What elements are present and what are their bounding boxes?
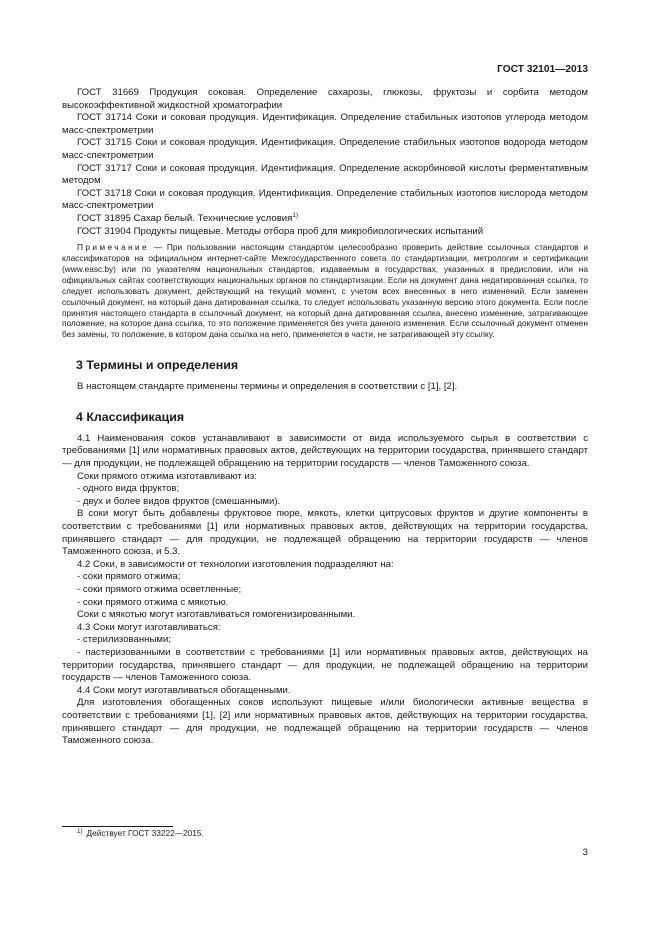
paragraph: Соки прямого отжима изготавливают из: (77, 470, 257, 482)
footnote-number: 1) (77, 828, 83, 835)
reference-item: ГОСТ 31718 Соки и соковая продукция. Идентификация. Определение стабильных изотопов кислорода методом масс-спектрометрии (62, 187, 588, 212)
page-number: 3 (582, 847, 588, 858)
note-text: — При пользовании настоящим стандартом целесообразно проверить действие ссылочных стандартов и классификаторов на официальном интернет-сайте Межгосударственного совета по стандартизации, метрологии и сертификации (www.easc.by) или по указателям национальных стандартов, издаваемым в государствах, указанных в предисловии, или на официальных сайтах соответствующих национальных органов по стандартизации. Если на документ дана недатированная ссылка, то следует использовать документ, действующий на текущий момент, с учетом всех внесенных в него изменений. Если заменен ссылочный документ, на который дана датированная ссылка, то следует использовать указанную версию этого документа. Если после принятия настоящего стандарта в ссылочный документ, на который дана датированная ссылка, внесено изменение, затрагивающее положение, на которое дана ссылка, то это положение применяется без учета данного изменения. Если ссылочный документ отменен без замены, то положение, в котором дана ссылка на него, применяется в части, не затрагивающей эту ссылку. (62, 242, 588, 340)
section-4-title: 4 Классификация (76, 409, 185, 424)
list-item: - пастеризованными в соответствии с требованиями [1] или нормативных правовых актов, действующих на территории государства, принявшего стандарт — для продукции, не подлежащей обращению на территории государств — членов Таможенного союза. (62, 646, 588, 684)
list-item: - соки прямого отжима осветленные; (77, 584, 242, 595)
section-3-text: В настоящем стандарте применены термины и определения в соответствии с [1], [2]. (77, 381, 458, 393)
list-item: - соки прямого отжима; (77, 571, 181, 583)
reference-text: ГОСТ 31895 Сахар белый. Технические условия (77, 212, 293, 224)
paragraph: 4.2 Соки, в зависимости от технологии изготовления подразделяют на: (77, 558, 394, 570)
reference-item (62, 213, 588, 226)
list-item: - двух и более видов фруктов (смешанными). (77, 495, 281, 507)
note-label: Примечание (77, 242, 150, 253)
footnote (77, 828, 204, 838)
list-item: - стерилизованными; (77, 634, 171, 646)
paragraph: Соки с мякотью могут изготавливаться гомогенизированными. (77, 609, 356, 621)
document-header: ГОСТ 32101—2013 (497, 64, 588, 75)
note-paragraph (62, 242, 588, 340)
list-item: - соки прямого отжима с мякотью. (77, 596, 229, 608)
reference-item: ГОСТ 31669 Продукция соковая. Определение сахарозы, глюкозы, фруктозы и сорбита методом высокоэффективной жидкостной хроматографии (62, 87, 588, 111)
paragraph: 4.1 Наименования соков устанавливают в зависимости от вида используемого сырья в соответствии с требованиями [1] или нормативных правовых актов, действующих на территории государства, принявшего стандарт — для продукции, не подлежащей обращению на территории государств — членов Таможенного союза. (62, 432, 588, 470)
reference-item: ГОСТ 31904 Продукты пищевые. Методы отбора проб для микробиологических испытаний (77, 225, 484, 237)
paragraph: 4.4 Соки могут изготавливаться обогащенными. (77, 684, 291, 696)
footnote-separator (62, 826, 173, 827)
reference-item: ГОСТ 31717 Соки и соковая продукция. Идентификация. Определение аскорбиновой кислоты ферментативным методом (62, 162, 588, 187)
footnote-text: Действует ГОСТ 33222—2015. (86, 828, 204, 838)
reference-item: ГОСТ 31714 Соки и соковая продукция. Идентификация. Определение стабильных изотопов углерода методом масс-спектрометрии (62, 112, 588, 136)
paragraph: Для изготовления обогащенных соков используют пищевые и/или биологически активные вещества в соответствии с требованиями [1], [2] или нормативных правовых актов, действующих на территории государства, принявшего стандарт — для продукции, не подлежащей обращению на территории государств — членов Таможенного союза. (62, 697, 588, 747)
list-item: - одного вида фруктов; (77, 483, 180, 495)
paragraph: В соки могут быть добавлены фруктовое пюре, мякоть, клетки цитрусовых фруктов и другие компоненты в соответствии с требованиями [1] или нормативных правовых актов, действующих на территории государства, принявшего стандарт — для продукции, не подлежащей обращению на территории государств — членов Таможенного союза, и 5.3. (62, 508, 588, 558)
footnote-marker: 1) (292, 211, 299, 219)
paragraph: 4.3 Соки могут изготавливаться: (77, 621, 221, 633)
section-3-title: 3 Термины и определения (76, 358, 239, 373)
reference-item: ГОСТ 31715 Соки и соковая продукция. Идентификация. Определение стабильных изотопов водорода методом масс-спектрометрии (62, 137, 588, 161)
page-body (62, 87, 588, 748)
